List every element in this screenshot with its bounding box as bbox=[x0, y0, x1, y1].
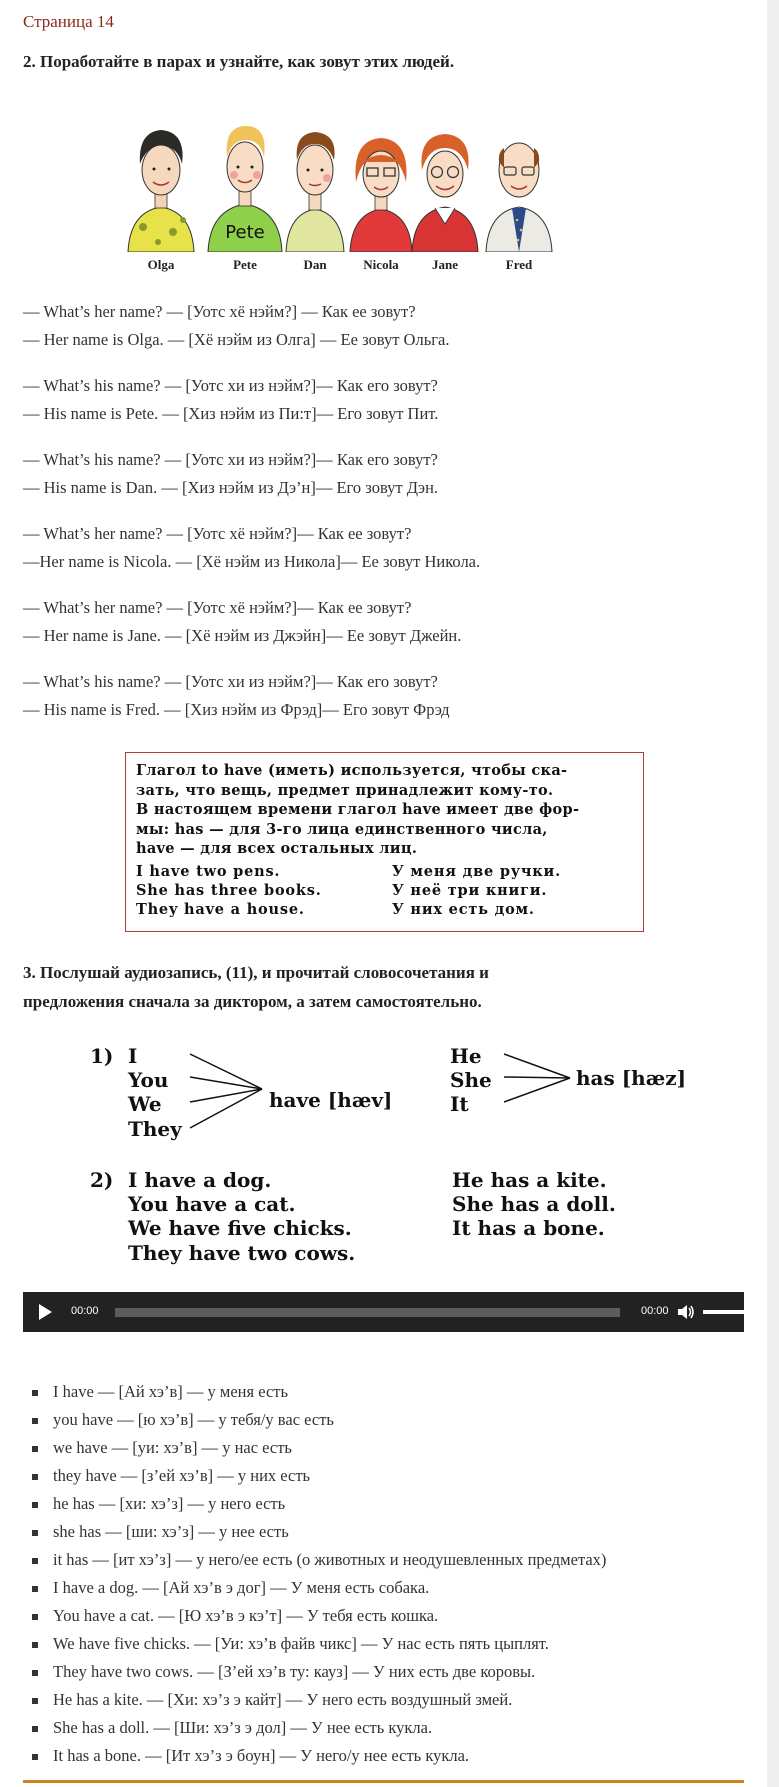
rule-examples bbox=[136, 863, 633, 923]
sentence: She has a doll. bbox=[452, 1192, 616, 1216]
example-en: I have two pens. bbox=[136, 862, 281, 880]
fred-picture-icon bbox=[476, 112, 562, 252]
dialogue-5 bbox=[23, 594, 461, 650]
current-time: 00:00 bbox=[71, 1305, 99, 1317]
dialogue-2 bbox=[23, 372, 438, 428]
person-name-label: Jane bbox=[432, 257, 458, 272]
example-ru: У них есть дом. bbox=[392, 900, 535, 918]
dialogue-question: — What’s her name? — [Уотс хё нэйм?]— Как ее зовут? bbox=[23, 524, 412, 543]
rule-line: мы: has — для 3-го лица единственного числа, bbox=[136, 820, 548, 838]
volume-slider[interactable] bbox=[703, 1310, 752, 1314]
page-number: Страница 14 bbox=[23, 12, 114, 31]
dialogue-question: — What’s his name? — [Уотс хи из нэйм?]— Как его зовут? bbox=[23, 450, 438, 469]
list-item: I have — [Ай хэ’в] — у меня есть bbox=[23, 1378, 606, 1406]
dialogue-question: — What’s his name? — [Уотс хи из нэйм?]— Как его зовут? bbox=[23, 376, 438, 395]
dialogue-question: — What’s his name? — [Уотс хи из нэйм?]— Как его зовут? bbox=[23, 672, 438, 691]
item-number: 2) bbox=[90, 1168, 114, 1192]
vocab-list bbox=[23, 1378, 606, 1770]
rule-line: В настоящем времени глагол have имеет две фор- bbox=[136, 801, 580, 818]
example-ru: У меня две ручки. bbox=[392, 862, 561, 880]
sentence: It has a bone. bbox=[452, 1216, 605, 1240]
speaker-icon bbox=[676, 1302, 696, 1322]
sentence: You have a cat. bbox=[128, 1192, 296, 1216]
dialogue-answer: —Her name is Nicola. — [Хё нэйм из Никола]— Ее зовут Никола. bbox=[23, 552, 481, 571]
list-item: it has — [ит хэ’з] — у него/ее есть (о животных и неодушевленных предметах) bbox=[23, 1546, 606, 1574]
list-item: you have — [ю хэ’в] — у тебя/у вас есть bbox=[23, 1406, 606, 1434]
person-olga bbox=[118, 112, 204, 277]
dialogue-answer: — His name is Dan. — [Хиз нэйм из Дэ’н]— Его зовут Дэн. bbox=[23, 478, 439, 497]
sentence: He has a kite. bbox=[452, 1168, 607, 1192]
rule-line: Глагол to have (иметь) используется, чтобы ска- bbox=[136, 762, 568, 779]
dialogue-6 bbox=[23, 668, 450, 724]
sentence: We have five chicks. bbox=[128, 1216, 352, 1240]
sentence: I have a dog. bbox=[128, 1168, 272, 1192]
list-item: he has — [хи: хэ’з] — у него есть bbox=[23, 1490, 606, 1518]
dialogue-answer: — His name is Pete. — [Хиз нэйм из Пи:т]— Его зовут Пит. bbox=[23, 404, 439, 423]
dialogue-answer: — Her name is Jane. — [Хё нэйм из Джэйн]— Ее зовут Джейн. bbox=[23, 626, 462, 645]
play-button[interactable] bbox=[35, 1302, 55, 1322]
list-item: It has a bone. — [Ит хэ’з э боун] — У него/у нее есть кукла. bbox=[23, 1742, 606, 1770]
pronoun-we: We bbox=[128, 1092, 162, 1116]
pronoun-she: She bbox=[450, 1068, 492, 1092]
example-ru: У неё три книги. bbox=[392, 881, 548, 899]
dialogue-answer: — His name is Fred. — [Хиз нэйм из Фрэд]— Его зовут Фрэд bbox=[23, 700, 450, 719]
duration-time: 00:00 bbox=[641, 1305, 669, 1317]
pronoun-it: It bbox=[450, 1092, 469, 1116]
rule-line: have — для всех остальных лиц. bbox=[136, 840, 418, 857]
play-icon bbox=[35, 1302, 55, 1322]
list-item: she has — [ши: хэ’з] — у нее есть bbox=[23, 1518, 606, 1546]
section2-heading: 2. Поработайте в парах и узнайте, как зовут этих людей. bbox=[23, 52, 455, 71]
section3-heading-line: 3. Послушай аудиозапись, (11), и прочитай словосочетания и bbox=[23, 963, 489, 982]
mute-button[interactable] bbox=[676, 1302, 696, 1322]
pronoun-i: I bbox=[128, 1044, 138, 1068]
pronoun-he: He bbox=[450, 1044, 482, 1068]
sentence: They have two cows. bbox=[128, 1241, 356, 1265]
list-item: You have a cat. — [Ю хэ’в э кэ’т] — У тебя есть кошка. bbox=[23, 1602, 606, 1630]
dialogue-3 bbox=[23, 446, 438, 502]
list-item: they have — [з’ей хэ’в] — у них есть bbox=[23, 1462, 606, 1490]
has-label: has [hæz] bbox=[576, 1066, 687, 1090]
list-item: I have a dog. — [Ай хэ’в э дог] — У меня есть собака. bbox=[23, 1574, 606, 1602]
pete-shirt-text: Pete bbox=[225, 222, 265, 243]
dialogue-4 bbox=[23, 520, 480, 576]
pronoun-they: They bbox=[128, 1117, 182, 1141]
grammar-rule-box bbox=[125, 752, 644, 932]
dialogue-1 bbox=[23, 298, 449, 354]
people-illustration bbox=[130, 112, 650, 277]
item-number: 1) bbox=[90, 1044, 114, 1068]
list-item: We have five chicks. — [Уи: хэ’в файв чикс] — У нас есть пять цыплят. bbox=[23, 1630, 606, 1658]
person-name-label: Nicola bbox=[363, 257, 399, 272]
person-name-label: Fred bbox=[505, 257, 533, 272]
person-name-label: Dan bbox=[303, 257, 327, 272]
dialogue-question: — What’s her name? — [Уотс хё нэйм?] — Как ее зовут? bbox=[23, 302, 416, 321]
audio-progress-track[interactable] bbox=[115, 1308, 620, 1317]
list-item: He has a kite. — [Хи: хэ’з э кайт] — У него есть воздушный змей. bbox=[23, 1686, 606, 1714]
audio-player bbox=[23, 1292, 744, 1332]
dialogue-question: — What’s her name? — [Уотс хё нэйм?]— Как ее зовут? bbox=[23, 598, 412, 617]
list-item: we have — [уи: хэ’в] — у нас есть bbox=[23, 1434, 606, 1462]
list-item: She has a doll. — [Ши: хэ’з э дол] — У нее есть кукла. bbox=[23, 1714, 606, 1742]
rule-text bbox=[136, 761, 633, 859]
have-has-figure bbox=[88, 1040, 708, 1270]
pronoun-you: You bbox=[128, 1068, 169, 1092]
olga-picture-icon bbox=[118, 112, 204, 252]
list-item: They have two cows. — [З’ей хэ’в ту: кауз] — У них есть две коровы. bbox=[23, 1658, 606, 1686]
bottom-divider bbox=[23, 1780, 744, 1783]
person-fred bbox=[476, 112, 562, 277]
dialogue-answer: — Her name is Olga. — [Хё нэйм из Олга] — Ее зовут Ольга. bbox=[23, 330, 450, 349]
section3-heading-line: предложения сначала за диктором, а затем самостоятельно. bbox=[23, 992, 482, 1011]
scrollbar-strip bbox=[767, 0, 779, 1787]
person-name-label: Olga bbox=[147, 257, 175, 272]
person-name-label: Pete bbox=[233, 257, 257, 272]
section3-heading bbox=[23, 958, 723, 1016]
rule-line: зать, что вещь, предмет принадлежит кому-то. bbox=[136, 781, 554, 799]
example-en: They have a house. bbox=[136, 900, 305, 918]
example-en: She has three books. bbox=[136, 881, 322, 899]
have-label: have [hæv] bbox=[269, 1088, 393, 1112]
